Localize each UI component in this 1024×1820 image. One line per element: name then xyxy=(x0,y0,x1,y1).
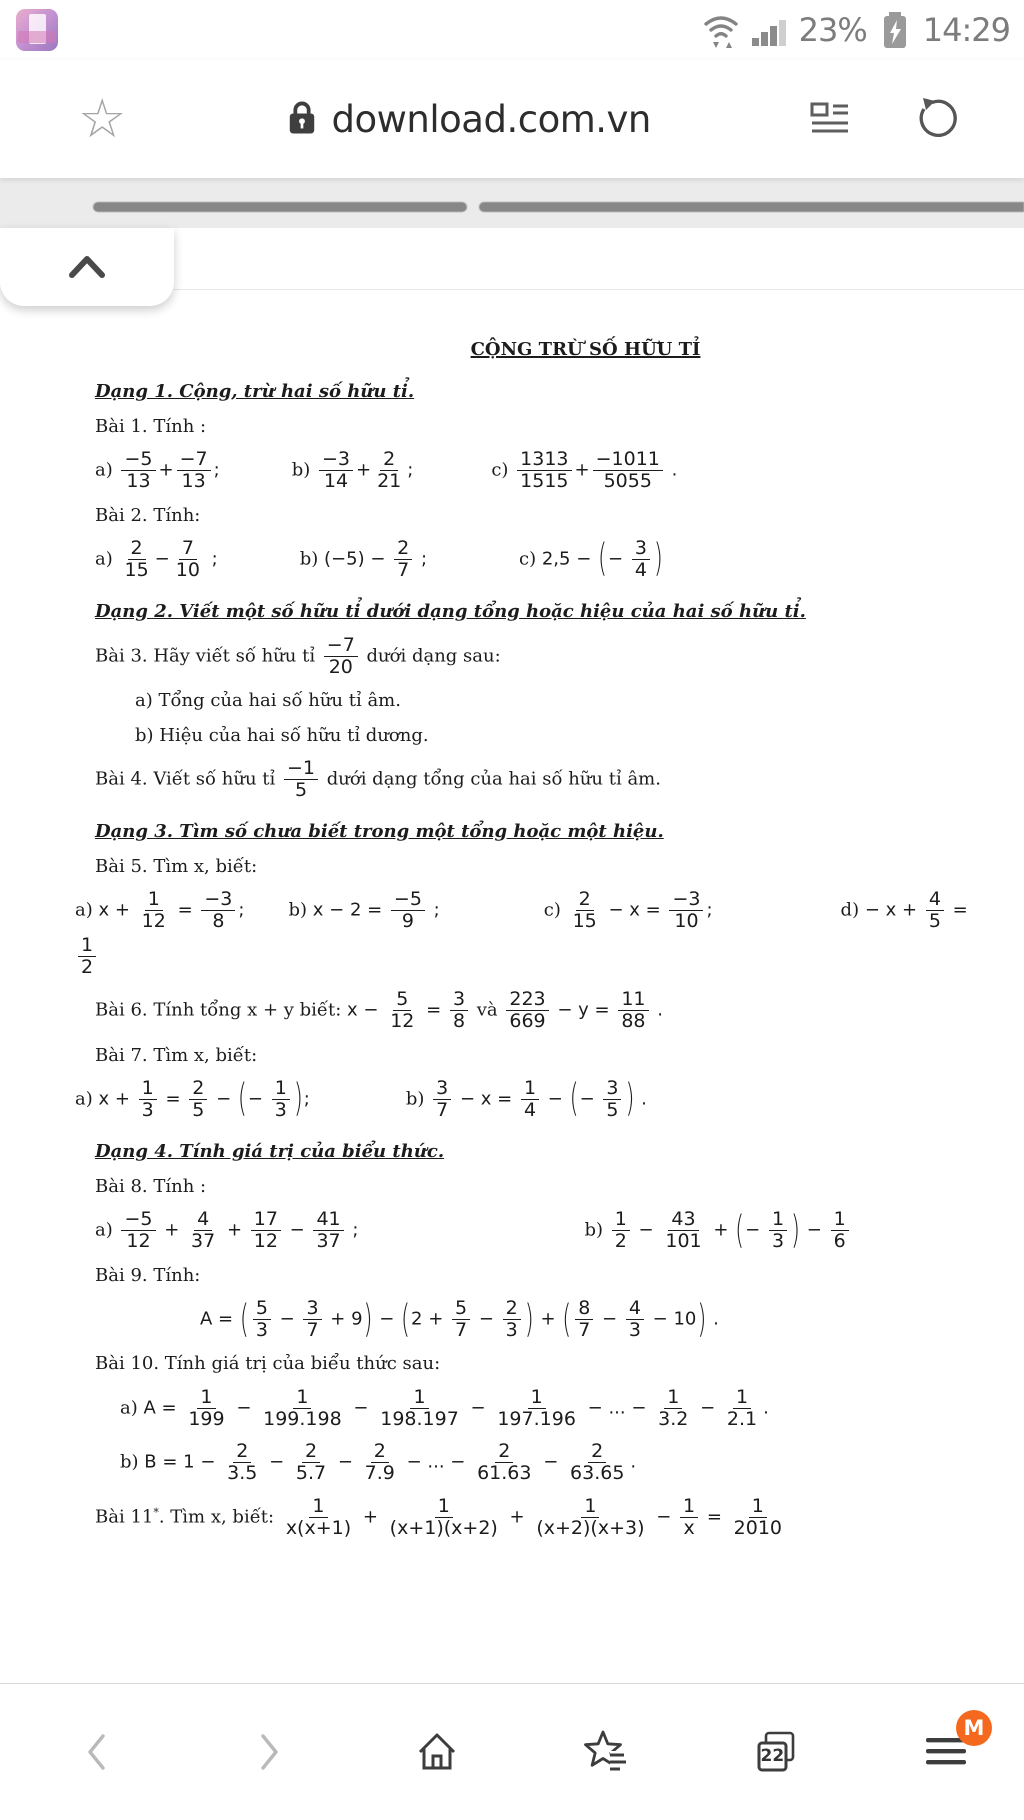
text-run: a) xyxy=(75,1088,99,1110)
battery-charging-icon xyxy=(876,8,914,52)
tab-count-label: 22 xyxy=(760,1746,785,1766)
text-run: B = 1 − xyxy=(144,1451,222,1473)
collapse-pull-tab[interactable] xyxy=(0,228,174,306)
fraction: $\frac{223}{669}$ xyxy=(506,989,548,1033)
big-paren: ( xyxy=(562,1298,572,1341)
fraction: $\frac{2}{5}$ xyxy=(189,1078,207,1122)
menu-badge: M xyxy=(956,1710,992,1746)
spacer xyxy=(440,914,544,915)
text-run: Bài 11 xyxy=(95,1505,154,1527)
doc-line xyxy=(135,688,996,713)
fraction: $\frac{1}{2}$ xyxy=(78,935,96,979)
spacer xyxy=(218,563,300,564)
fraction: $\frac{3}{8}$ xyxy=(450,989,468,1033)
fraction: $\frac{1}{x(x+1)}$ xyxy=(285,1494,352,1539)
text-run: b) xyxy=(120,1451,145,1473)
fraction: $\frac{4}{3}$ xyxy=(626,1298,644,1342)
text-run: − ... − xyxy=(400,1451,472,1473)
big-paren: ( xyxy=(735,1209,745,1253)
text-run: − xyxy=(632,1219,660,1241)
fraction: $\frac{-5}{9}$ xyxy=(391,889,425,933)
doc-line xyxy=(95,1208,996,1254)
text-run: + xyxy=(534,1308,562,1330)
text-run: Bài 5. Tìm x, biết: xyxy=(95,855,258,877)
big-paren: ( xyxy=(569,1077,579,1121)
fraction: $\frac{2}{3}$ xyxy=(503,1298,521,1342)
text-run: a) xyxy=(95,547,119,569)
fraction: $\frac{-5}{12}$ xyxy=(121,1209,155,1253)
text-run: . xyxy=(665,459,678,481)
big-paren: ( xyxy=(401,1298,411,1341)
text-run: + xyxy=(574,459,590,481)
text-run: Dạng 3. Tìm số chưa biết trong một tổng hoặc một hiệu. xyxy=(95,821,664,843)
fraction: $\frac{1}{6}$ xyxy=(831,1209,849,1253)
text-run: Bài 9. Tính: xyxy=(95,1264,201,1286)
document-content xyxy=(0,290,1024,1683)
doc-line xyxy=(135,723,996,748)
text-run: Dạng 2. Viết một số hữu tỉ dưới dạng tổng hoặc hiệu của hai số hữu tỉ. xyxy=(95,601,806,623)
text-run: − x = xyxy=(602,899,667,921)
spacer xyxy=(358,1234,584,1235)
text-run: Bài 4. Viết số hữu tỉ xyxy=(95,767,281,789)
spacer xyxy=(310,1103,406,1104)
text-run: . Tìm x, biết: xyxy=(158,1505,280,1527)
text-run: ; xyxy=(706,899,713,921)
fraction: $\frac{17}{12}$ xyxy=(251,1209,281,1253)
text-run: ; xyxy=(238,899,245,921)
fraction: $\frac{2}{61.63}$ xyxy=(477,1440,532,1485)
fraction: $\frac{7}{10}$ xyxy=(175,536,200,581)
text-run: − xyxy=(745,1219,766,1241)
text-run: = xyxy=(420,999,447,1021)
reader-list-icon[interactable] xyxy=(808,97,852,141)
text-run: Bài 2. Tính: xyxy=(95,504,201,526)
fraction: $\frac{1}{3}$ xyxy=(272,1078,290,1122)
big-paren: ) xyxy=(653,537,663,581)
text-run: Bài 7. Tìm x, biết: xyxy=(95,1044,258,1066)
fraction: $\frac{1}{3}$ xyxy=(139,1078,157,1122)
fraction: $\frac{11}{88}$ xyxy=(618,989,648,1033)
text-run: − xyxy=(283,1219,311,1241)
url-text[interactable]: download.com.vn xyxy=(331,97,651,141)
text-run: dưới dạng sau: xyxy=(360,645,501,667)
text-run: dưới dạng tổng của hai số hữu tỉ âm. xyxy=(321,767,661,789)
text-run: − xyxy=(694,1396,721,1418)
doc-line xyxy=(200,1297,996,1343)
text-run: + 9 xyxy=(324,1308,363,1330)
fraction: $\frac{2}{15}$ xyxy=(124,536,149,581)
fraction: $\frac{1}{12}$ xyxy=(141,888,166,933)
forward-button[interactable] xyxy=(242,1726,294,1778)
text-run: c) xyxy=(519,547,542,569)
fraction: $\frac{-5}{13}$ xyxy=(121,449,155,493)
text-run: = xyxy=(159,1088,187,1110)
big-paren: ) xyxy=(293,1077,303,1121)
fraction: $\frac{4}{5}$ xyxy=(926,889,944,933)
text-run: − xyxy=(542,1088,569,1110)
spacer xyxy=(427,563,519,564)
fraction: $\frac{2}{15}$ xyxy=(572,888,597,933)
text-run: 2 + xyxy=(411,1308,450,1330)
text-run: − xyxy=(273,1308,301,1330)
text-run: d) xyxy=(840,899,865,921)
spacer xyxy=(244,914,288,915)
text-run: + xyxy=(357,1505,384,1527)
doc-title xyxy=(95,334,996,362)
text-run: ; xyxy=(346,1219,359,1241)
text-run: . xyxy=(635,1088,647,1110)
text-run: x − 2 = xyxy=(312,899,388,921)
text-run: − xyxy=(801,1219,828,1241)
text-run: − xyxy=(464,1396,492,1418)
big-paren: ) xyxy=(697,1298,707,1341)
fraction: $\frac{2}{63.65}$ xyxy=(570,1440,625,1485)
text-run: Bài 3. Hãy viết số hữu tỉ xyxy=(95,645,321,667)
text-run: . xyxy=(630,1451,637,1473)
text-run: (−5) − xyxy=(324,547,392,569)
browser-toolbar xyxy=(0,60,1024,178)
text-run: Bài 6. Tính tổng x + y biết: xyxy=(95,999,348,1021)
text-run: A = xyxy=(143,1396,183,1418)
doc-line xyxy=(95,537,996,583)
text-run: − 10 xyxy=(646,1308,697,1330)
superscript: * xyxy=(153,1505,159,1519)
text-run: − xyxy=(263,1451,290,1473)
fraction: $\frac{-1}{5}$ xyxy=(284,758,318,802)
text-run: a) xyxy=(120,1396,144,1418)
chevron-up-icon xyxy=(64,253,110,281)
band-bar xyxy=(93,202,467,212)
fraction: $\frac{43}{101}$ xyxy=(665,1208,702,1253)
url-bar[interactable] xyxy=(126,98,808,141)
doc-line xyxy=(75,1077,996,1123)
clock: 14:29 xyxy=(922,11,1010,49)
fraction: $\frac{1}{199.198}$ xyxy=(263,1385,342,1430)
text-run: ; xyxy=(205,547,218,569)
text-run: a) Tổng của hai số hữu tỉ âm. xyxy=(135,690,401,712)
text-run: + xyxy=(707,1219,735,1241)
text-run: − xyxy=(608,547,629,569)
text-run: Bài 1. Tính : xyxy=(95,415,207,437)
fraction: $\frac{2}{21}$ xyxy=(377,447,402,493)
fraction: $\frac{8}{7}$ xyxy=(575,1298,593,1342)
spacer xyxy=(220,474,292,475)
text-run: . xyxy=(651,999,663,1021)
text-run: − x = xyxy=(454,1088,518,1110)
tabs-button[interactable] xyxy=(750,1726,802,1778)
notification-app-icon xyxy=(16,9,58,51)
text-run: − xyxy=(650,1505,678,1527)
battery-percent: 23% xyxy=(798,11,867,49)
signal-icon xyxy=(750,10,790,50)
text-run: − xyxy=(473,1308,500,1330)
fraction: $\frac{1}{2.1}$ xyxy=(726,1385,758,1430)
doc-line xyxy=(95,854,996,879)
doc-section-heading xyxy=(95,378,996,405)
doc-line xyxy=(95,634,996,680)
text-run: ; xyxy=(407,459,414,481)
text-run: Dạng 1. Cộng, trừ hai số hữu tỉ. xyxy=(95,381,415,403)
text-run: ; xyxy=(303,1088,310,1110)
doc-line xyxy=(120,1386,996,1432)
doc-line xyxy=(95,448,996,494)
text-run: A = xyxy=(200,1308,239,1330)
spacer xyxy=(413,474,491,475)
text-run: Bài 10. Tính giá trị của biểu thức sau: xyxy=(95,1353,441,1375)
fraction: $\frac{-7}{20}$ xyxy=(324,635,358,679)
text-run: 2,5 − xyxy=(541,547,598,569)
back-button[interactable] xyxy=(72,1726,124,1778)
text-run: − y = xyxy=(551,999,616,1021)
bookmarks-button[interactable] xyxy=(581,1726,633,1778)
doc-line xyxy=(95,988,996,1034)
text-run: Bài 8. Tính : xyxy=(95,1175,207,1197)
fraction: $\frac{1}{3}$ xyxy=(769,1209,787,1253)
text-run: b) xyxy=(584,1219,609,1241)
text-run: − xyxy=(347,1396,375,1418)
text-run: x + xyxy=(98,899,136,921)
text-run: ; xyxy=(213,459,220,481)
fraction: $\frac{41}{37}$ xyxy=(313,1209,343,1253)
text-run: a) xyxy=(75,899,99,921)
fraction: $\frac{2}{3.5}$ xyxy=(227,1440,258,1485)
fraction: $\frac{1}{198.197}$ xyxy=(380,1385,459,1430)
bottom-navigation-bar xyxy=(0,1683,1024,1820)
text-run: − xyxy=(332,1451,359,1473)
fraction: $\frac{1}{x}$ xyxy=(680,1496,698,1540)
text-run: a) xyxy=(95,459,119,481)
text-run: . xyxy=(707,1308,719,1330)
fraction: $\frac{-3}{14}$ xyxy=(319,449,353,493)
text-run: c) xyxy=(491,459,515,481)
doc-section-heading xyxy=(95,598,996,625)
fraction: $\frac{1}{(x+2)(x+3)}$ xyxy=(536,1494,645,1539)
content-sheet xyxy=(0,228,1024,1683)
text-run: − xyxy=(596,1308,623,1330)
wifi-icon xyxy=(701,10,741,50)
text-run: CỘNG TRỪ SỐ HỮU TỈ xyxy=(470,339,701,360)
fraction: $\frac{1}{2}$ xyxy=(612,1209,630,1253)
fraction: $\frac{1}{197.196}$ xyxy=(497,1385,576,1430)
text-run: − xyxy=(210,1088,237,1110)
fraction: $\frac{1}{(x+1)(x+2)}$ xyxy=(389,1494,498,1539)
fraction: $\frac{5}{3}$ xyxy=(253,1298,271,1342)
text-run: = xyxy=(946,899,968,921)
doc-section-heading xyxy=(95,818,996,845)
text-run: b) Hiệu của hai số hữu tỉ dương. xyxy=(135,724,429,746)
big-paren: ( xyxy=(237,1077,247,1121)
fraction: $\frac{3}{4}$ xyxy=(632,538,650,582)
text-run: b) xyxy=(288,899,313,921)
doc-line xyxy=(75,888,996,979)
text-run: + xyxy=(355,459,372,481)
text-run: − xyxy=(230,1396,258,1418)
big-paren: ) xyxy=(363,1298,373,1341)
text-run: − xyxy=(154,547,170,569)
text-run: − xyxy=(247,1088,269,1110)
text-run: x − xyxy=(347,999,385,1021)
text-run: − xyxy=(373,1308,401,1330)
text-run: − xyxy=(579,1088,601,1110)
doc-line xyxy=(95,503,996,528)
doc-line xyxy=(120,1440,996,1486)
status-bar xyxy=(0,0,1024,60)
doc-line xyxy=(95,414,996,439)
fraction: $\frac{-7}{13}$ xyxy=(177,449,211,493)
bookmark-star-button[interactable]: ☆ xyxy=(78,87,127,150)
text-run: x + xyxy=(98,1088,136,1110)
fraction: $\frac{-1011}{5055}$ xyxy=(593,449,663,493)
doc-line xyxy=(95,1043,996,1068)
fraction: $\frac{3}{7}$ xyxy=(433,1078,451,1122)
text-run: − ... − xyxy=(581,1396,653,1418)
text-run: = xyxy=(171,899,199,921)
toolbar-right-buttons xyxy=(808,96,960,142)
fraction: $\frac{1}{3.2}$ xyxy=(658,1385,689,1430)
fraction: $\frac{-3}{8}$ xyxy=(201,889,235,933)
refresh-icon[interactable] xyxy=(914,96,960,142)
text-run: ; xyxy=(427,899,440,921)
fraction: $\frac{5}{12}$ xyxy=(390,988,415,1033)
doc-line xyxy=(95,1351,996,1376)
fraction: $\frac{1}{199}$ xyxy=(188,1385,225,1430)
text-run: . xyxy=(763,1396,769,1418)
menu-button[interactable] xyxy=(920,1716,985,1778)
text-run: ; xyxy=(415,547,428,569)
text-run: + xyxy=(503,1505,531,1527)
text-run: + xyxy=(158,1219,186,1241)
text-run: b) xyxy=(299,547,325,569)
text-run: + xyxy=(158,459,174,481)
fraction: $\frac{3}{5}$ xyxy=(603,1078,621,1122)
spacer xyxy=(713,914,841,915)
big-paren: ) xyxy=(791,1209,801,1253)
big-paren: ( xyxy=(598,537,607,581)
fraction: $\frac{5}{7}$ xyxy=(452,1298,470,1342)
fraction: $\frac{2}{7.9}$ xyxy=(364,1440,395,1485)
fraction: $\frac{-3}{10}$ xyxy=(669,889,703,933)
doc-line xyxy=(95,1495,996,1541)
text-run: c) xyxy=(543,899,567,921)
band-bar xyxy=(479,202,1024,212)
doc-line xyxy=(95,757,996,803)
text-run: và xyxy=(471,999,504,1021)
big-paren: ) xyxy=(625,1077,635,1121)
text-run: Dạng 4. Tính giá trị của biểu thức. xyxy=(95,1141,445,1163)
lock-icon[interactable] xyxy=(284,99,320,139)
doc-section-heading xyxy=(95,1138,996,1165)
fraction: $\frac{1313}{1515}$ xyxy=(517,449,571,493)
text-run: − x + xyxy=(864,899,923,921)
fraction: $\frac{3}{7}$ xyxy=(303,1298,321,1342)
text-run: b) xyxy=(405,1088,431,1110)
home-button[interactable] xyxy=(411,1726,463,1778)
fraction: $\frac{4}{37}$ xyxy=(191,1208,216,1253)
fraction: $\frac{2}{5.7}$ xyxy=(295,1440,327,1485)
fraction: $\frac{2}{7}$ xyxy=(394,538,412,582)
doc-line xyxy=(95,1263,996,1288)
status-icons xyxy=(701,8,1010,52)
text-run: = xyxy=(701,1505,728,1527)
text-run: b) xyxy=(291,459,316,481)
text-run: a) xyxy=(95,1219,119,1241)
fraction: $\frac{1}{4}$ xyxy=(521,1078,539,1122)
big-paren: ( xyxy=(239,1298,249,1341)
text-run: + xyxy=(221,1219,248,1241)
doc-line xyxy=(95,1174,996,1199)
text-run: − xyxy=(537,1451,565,1473)
page-top-band xyxy=(0,178,1024,228)
big-paren: ) xyxy=(524,1298,534,1341)
fraction: $\frac{1}{2010}$ xyxy=(733,1494,783,1539)
